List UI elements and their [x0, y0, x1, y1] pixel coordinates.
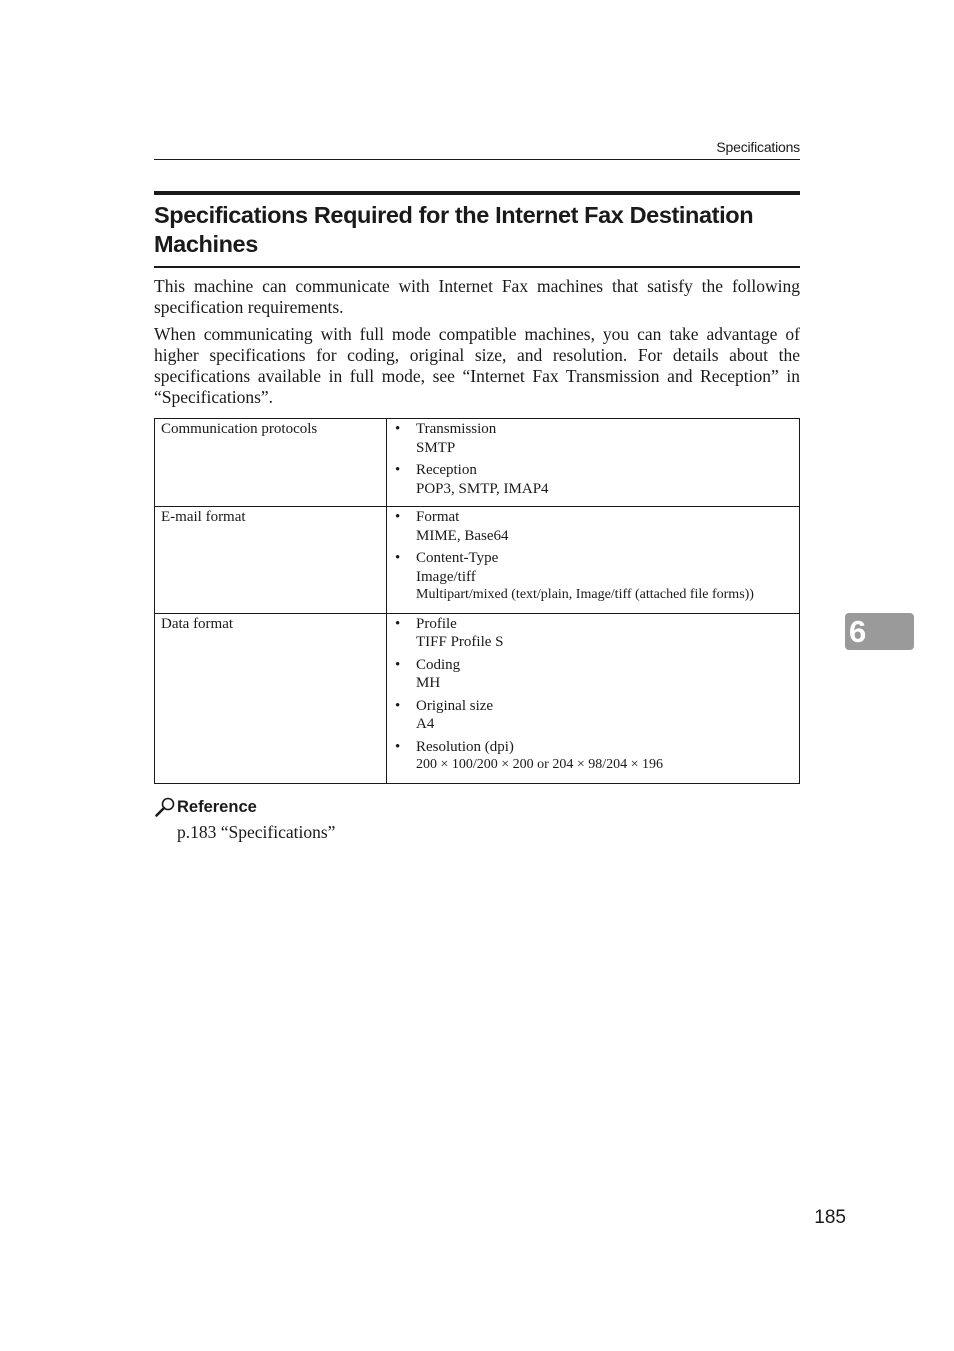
chapter-tab: 6	[845, 613, 914, 650]
list-item	[393, 461, 793, 498]
list-item	[393, 738, 793, 775]
bullet-list	[393, 615, 793, 775]
list-item	[393, 508, 793, 545]
item-value: 200 × 100/200 × 200 or 204 × 98/204 × 196	[416, 757, 664, 772]
item-value: MH	[416, 675, 441, 691]
reference-label: Reference	[177, 797, 257, 816]
item-value: Image/tiff	[416, 568, 476, 585]
row-details	[387, 613, 800, 783]
item-name: • Format	[416, 509, 460, 525]
item-value: A4	[416, 716, 435, 732]
item-value: SMTP	[416, 439, 456, 456]
row-label: E-mail format	[155, 507, 387, 614]
item-note: Multipart/mixed (text/plain, Image/tiff (attached file forms))	[416, 587, 754, 602]
reference-heading	[154, 796, 257, 818]
section-title: Specifications Required for the Internet Fax Destination Machines	[154, 202, 754, 257]
full-mode-paragraph: When communicating with full mode compatible machines, you can take advantage of higher specifications for coding, original size, and resolution. For details about the specifications available in full mode, see “Internet Fax Transmission and Reception” in “Specifications”.	[154, 324, 800, 407]
spec-table	[154, 418, 800, 784]
item-value: POP3, SMTP, IMAP4	[416, 480, 549, 497]
item-name: • Reception	[416, 462, 477, 478]
item-name: • Content-Type	[416, 550, 499, 566]
page-number: 185	[814, 1207, 846, 1228]
item-name: • Original size	[416, 697, 494, 714]
item-name: • Coding	[416, 656, 461, 673]
title-rule-top	[154, 191, 800, 195]
row-label: Data format	[155, 613, 387, 783]
running-header: Specifications	[716, 139, 800, 155]
item-name: • Resolution (dpi)	[416, 738, 514, 755]
table-row	[155, 419, 800, 507]
bullet-list	[393, 508, 793, 605]
item-value: MIME, Base64	[416, 527, 509, 544]
row-label: Communication protocols	[155, 419, 387, 507]
bullet-list	[393, 420, 793, 498]
list-item	[393, 420, 793, 457]
item-name: • Profile	[416, 615, 457, 632]
list-item	[393, 615, 793, 652]
table-row	[155, 613, 800, 783]
title-rule-bottom	[154, 266, 800, 268]
item-value: TIFF Profile S	[416, 634, 504, 650]
table-row	[155, 507, 800, 614]
magnifier-icon	[154, 796, 176, 818]
list-item	[393, 549, 793, 605]
row-details	[387, 507, 800, 614]
list-item	[393, 697, 793, 734]
reference-link[interactable]: p.183 “Specifications”	[177, 822, 336, 842]
intro-paragraph: This machine can communicate with Internet Fax machines that satisfy the following specification requirements.	[154, 276, 800, 317]
row-details	[387, 419, 800, 507]
item-name: • Transmission	[416, 421, 497, 437]
header-rule	[154, 159, 800, 160]
list-item	[393, 656, 793, 693]
